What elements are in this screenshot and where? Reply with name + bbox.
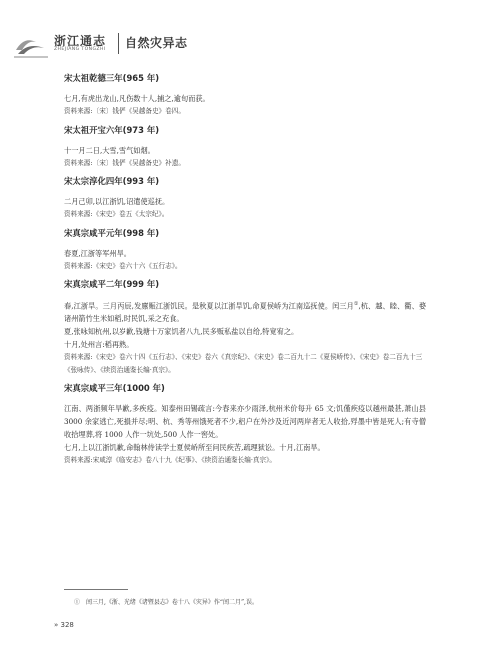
- entry-heading: 宋太宗淳化四年(993 年): [64, 176, 160, 186]
- logo-subtitle: ZHEJIANG TONGZHI: [54, 47, 106, 52]
- entry-text: 二月己卯,以江浙饥,诏遣使巡抚。: [64, 197, 170, 206]
- entry-text: 夏,张咏知杭州,以岁歉,钱塘十万家饥者八九,民多贩私盐以自给,特宽宥之。: [64, 327, 299, 337]
- footnote: ① 闰三月,《浙、光绪《诸暨县志》卷十八《灾异》作“闰二月”,误。: [74, 599, 258, 606]
- entry-text: 十月,处州言:稻再熟。: [64, 340, 134, 350]
- entry-text-part: 春,江浙旱。三月丙辰,发廪赈江浙饥民。是秋夏以江浙旱饥,命夏侯峤为江南巡抚使。闰三月: [64, 301, 354, 311]
- section-title: 自然灾异志: [125, 36, 188, 50]
- entry-text: 七月,有虎出龙山,凡伤数十人,捕之,逾旬而获。: [64, 94, 210, 103]
- entry-text: 江南、两浙频年旱歉,多疾疫。知泰州田锡疏言:今春来亦少雨泽,杭州米价每升 65 文;饥僅疾疫以越州最甚,萧山县 3000 余家逃亡,死損并尽;明、杭、秀等州饿死者不少,稆户在外沙及近河两岸者无人收拾,殍墨中皆是死人;有寺僧收拾埋葬,将 1000 人作一坑处,500 人作一窖处。: [64, 404, 426, 440]
- entry-999: [64, 279, 426, 376]
- entry-source: 资料来源:宋咸淳《临安志》卷八十九《纪事》、《续资治通鉴长编·真宗》。: [64, 456, 277, 465]
- entry-source: 资料来源:〔宋〕钱俨《吴越备史》补遗。: [64, 158, 185, 167]
- entry-text: [64, 298, 426, 325]
- page-arrow-icon: »: [54, 621, 61, 629]
- entry-heading: 宋太祖开宝六年(973 年): [64, 124, 160, 135]
- entry-text: 春夏,江浙等军州旱。: [64, 248, 131, 258]
- entry-998: [64, 228, 426, 273]
- entry-heading: 宋真宗咸平二年(999 年): [64, 279, 160, 289]
- entry-source: 资料来源:《宋史》卷六十六《五行志》。: [64, 261, 182, 270]
- running-header: [14, 30, 314, 60]
- page-number: [54, 621, 74, 629]
- entry-heading: 宋太祖乾德三年(965 年): [64, 73, 160, 83]
- page-number-value: 328: [60, 621, 74, 629]
- entry-993: [64, 176, 426, 221]
- footnote-rule: [64, 589, 128, 590]
- entry-source: 资料来源:《宋史》卷五《太宗纪》。: [64, 210, 169, 218]
- header-divider: [118, 33, 119, 54]
- entry-text: 十一月二日,大雪,雪气如烟。: [64, 145, 155, 155]
- entry-1000: [64, 383, 426, 467]
- logo-text: 浙江通志: [54, 34, 107, 48]
- entry-text: 七月,上以江浙饥歉,命翰林侍读学士夏侯峤所至问民疾苦,疏理狱讼。十月,江南旱。: [64, 443, 325, 453]
- entry-heading: 宋真宗咸平元年(998 年): [64, 227, 160, 238]
- entry-text-part: ,杭、越、睦、衢、婺诸州箭竹生米如稻,时民饥,采之充食。: [64, 301, 427, 324]
- entry-source: 资料来源:〔宋〕钱俨《吴越备史》卷四。: [64, 107, 185, 115]
- entry-965: [64, 73, 426, 118]
- page-content: [64, 73, 426, 474]
- entry-source: 资料来源:《宋史》卷六十四《五行志》、《宋史》卷六《真宗纪》、《宋史》卷二百九十二《夏侯峤传》、《宋史》卷二百九十三《张咏传》、《续资治通鉴长编·真宗》。: [64, 353, 423, 374]
- wave-logo-icon: [14, 32, 50, 58]
- entry-973: [64, 125, 426, 170]
- entry-heading: 宋真宗咸平三年(1000 年): [64, 383, 165, 394]
- footnote-marker: ①: [353, 301, 359, 307]
